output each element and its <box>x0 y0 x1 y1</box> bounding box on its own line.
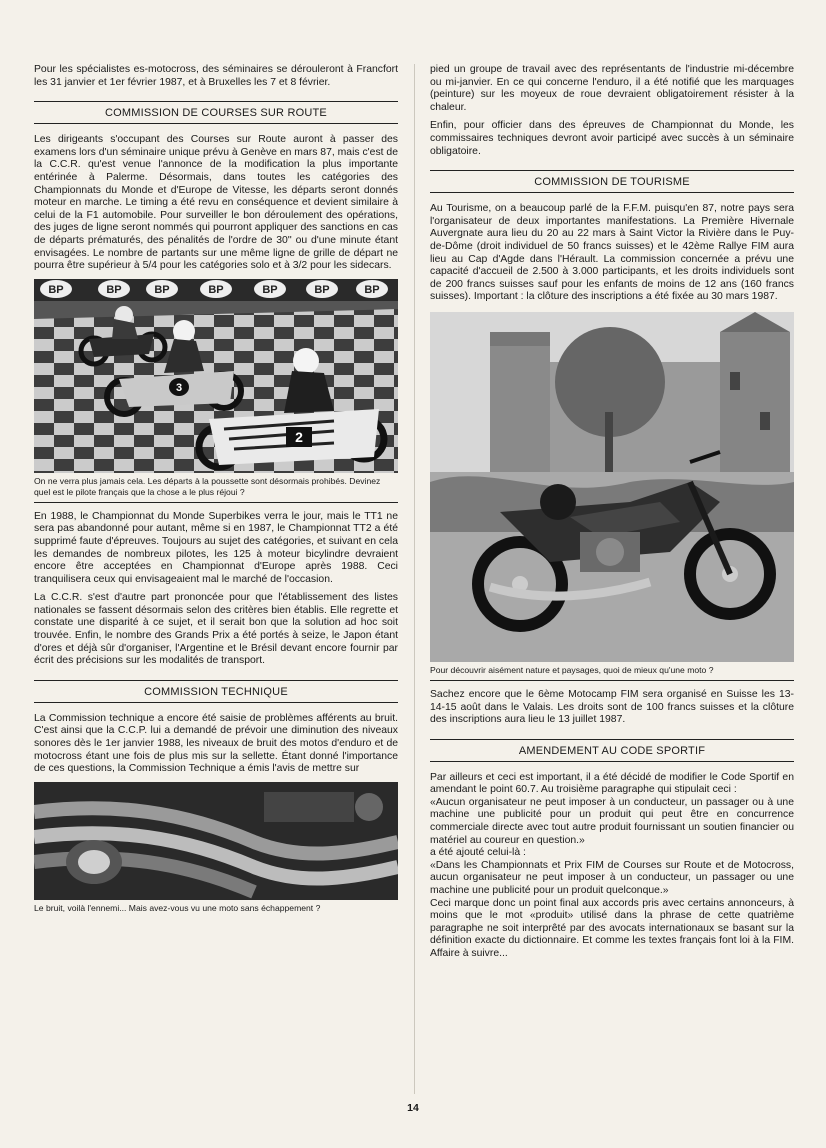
right-intro-paragraph-2: Enfin, pour officier dans des épreuves de Championnat du Monde, les commissaires techniques devront avoir participé avec succès à un séminaire obligatoire. <box>430 120 794 157</box>
photo-caption-motorbike: Pour découvrir aisément nature et paysages, quoi de mieux qu'une moto ? <box>430 662 794 681</box>
bp-logo-1: BP <box>48 283 64 296</box>
bp-logo-3: BP <box>154 283 170 296</box>
bp-logo-4: BP <box>208 283 224 296</box>
bp-logo-5: BP <box>262 283 278 296</box>
right-intro-paragraph: pied un groupe de travail avec des représentants de l'industrie mi-décembre ou mi-janvier. En ce qui concerne l'enduro, il a été notifié que les marquages (peinture) sur les moyeux de roue devraient obligatoirement résister à la chaleur. <box>430 64 794 113</box>
left-column <box>34 64 398 926</box>
photo-exhaust <box>34 782 398 900</box>
courses-paragraph-3: La C.C.R. s'est d'autre part prononcée pour que l'établissement des listes nationales se fassent désormais selon des critères bien établis. Elle regrette et constate une disparité à ce sujet, et il serait bon que la solution ad hoc soit trouvée. Enfin, le nombre des Grands Prix a été portés à seize, le Japon étant d'ores et déjà sûr d'organiser, l'Argentine et le Brésil devant encore fournir par écrit des précisions sur les modalités de transport. <box>34 592 398 667</box>
right-column <box>430 64 794 961</box>
technique-paragraph-1: La Commission technique a encore été saisie de problèmes afférents au bruit. C'est ainsi que la C.C.P. lui a demandé de prévoir une diminution des niveaux sonores dès le 1er janvier 1988, les niveaux de bruit des motos d'enduro et de motocross étant une fois de plus mis sur la sellette. Étant donné l'importance de ces questions, la Commission Technique a émis l'avis de mettre sur <box>34 712 398 775</box>
section-heading-technique: COMMISSION TECHNIQUE <box>34 680 398 703</box>
section-heading-amendement: AMENDEMENT AU CODE SPORTIF <box>430 739 794 762</box>
left-intro-paragraph: Pour les spécialistes es-motocross, des séminaires se dérouleront à Francfort les 31 janvier et 1er février 1987, et à Bruxelles les 7 et 8 février. <box>34 64 398 88</box>
amendement-quote-1: «Aucun organisateur ne peut imposer à un conducteur, un passager ou à une machine une publicité pour un produit qui peut être en concurrence commerciale directe avec tout autre produit fournissant un soutien financier ou matériel au coureur en question.» <box>430 796 794 846</box>
bp-logo-7: BP <box>364 283 380 296</box>
courses-paragraph-2: En 1988, le Championnat du Monde Superbikes verra le jour, mais le TT1 ne sera pas abandonné pour autant, même si en 1987, le Championnat TT2 a été supprimé faute d'épreuves. Toujours au sujet des catégories, et suivant en cela les demandes de nombreux pilotes, les 125 à moteur bicylindre devraient encore être acceptées en Championnat d'Europe après 1988. Ceci tranquilisera ceux qui envisageaient mal le marché de l'occasion. <box>34 510 398 585</box>
photo-caption-exhaust: Le bruit, voilà l'ennemi... Mais avez-vous vu une moto sans échappement ? <box>34 902 321 913</box>
page-number: 14 <box>407 1102 419 1114</box>
amendement-quote-2: «Dans les Championnats et Prix FIM de Courses sur Route et de Motocross, aucun organisateur ne peut imposer à un conducteur, un passager ou une machine une publicité pour un produit quelconque.» <box>430 859 794 897</box>
bike-number-3: 3 <box>175 381 183 394</box>
photo-race-start <box>34 279 398 473</box>
amendement-paragraph-1: Par ailleurs et ceci est important, il a été décidé de modifier le Code Sportif en amendant le point 60.7. Au troisième paragraphe qui stipulait ceci : <box>430 771 794 796</box>
photo-motorbike-castle <box>430 312 794 662</box>
photo-caption-race-start: On ne verra plus jamais cela. Les départs à la poussette sont désormais prohibés. Devinez quel est le pilote français que la chose a le plus réjoui ? <box>34 473 398 503</box>
exhaust-illustration <box>34 782 398 900</box>
tourisme-paragraph-1: Au Tourisme, on a beaucoup parlé de la F.F.M. puisqu'en 87, notre pays sera l'organisateur de deux importantes manifestations. La Première Hivernale Auvergnate aura lieu du 20 au 22 mars à Saint Victor la Rivière dans le Puy-de-Dôme (droit individuel de 50 francs suisses) et le 42ème Rallye FIM aura lieu au Cap d'Agde dans l'Hérault. La commission concernée a prévu une capacité d'accueil de 2.500 à 3.000 participants, et les droits individuels sont de 200 francs suisses sauf pour les enfants de moins de 12 ans (160 francs suisses). Important : la clôture des inscriptions a été fixée au 30 mars 1987. <box>430 203 794 303</box>
bp-logo-6: BP <box>314 283 330 296</box>
courses-paragraph-1: Les dirigeants s'occupant des Courses sur Route auront à passer des examens lors d'un séminaire unique prévu à Genève en mars 87, mais c'est de la C.C.R. qu'est venue l'annonce de la modification la plus importante entérinée à Palerme. Désormais, dans toutes les catégories des Championnats du Monde et d'Europe de Vitesse, les départs seront donnés moteur en marche. Le timing a été revu en conséquence et devient similaire à celui de la F1 automobile. Pour surveiller le bon déroulement des opérations, des juges de ligne seront nommés qui pourront appliquer des sanctions en cas de départs prématurés, des pénalités de l'ordre de 30'' ou d'une minute étant envisagées. Le nombre de partants sur une même ligne de grille de départ ne pourra être supérieur à 5/4 pour les catégories solo et à 3/2 pour les sidecars. <box>34 134 398 272</box>
tourisme-paragraph-2: Sachez encore que le 6ème Motocamp FIM sera organisé en Suisse les 13-14-15 août dans le Valais. Les droits sont de 100 francs suisses et la clôture des inscriptions aura lieu le 13 juillet 1987. <box>430 688 794 726</box>
amendement-paragraph-2: a été ajouté celui-là : <box>430 847 526 859</box>
bp-logo-2: BP <box>106 283 122 296</box>
section-heading-tourisme: COMMISSION DE TOURISME <box>430 170 794 193</box>
amendement-paragraph-3: Ceci marque donc un point final aux accords pris avec certains annonceurs, à moins que le mot «produit» utilisé dans la phrase de cette quatrième paragraphe ne soit interprêté par des avocats internationaux se basant sur la définition exacte du dictionnaire. Et comme les textes français font loi à la FIM. Affaire à suivre... <box>430 897 794 959</box>
bike-number-2: 2 <box>295 428 303 445</box>
motorbike-castle-illustration <box>430 312 794 662</box>
race-start-illustration <box>34 279 398 473</box>
section-heading-courses-sur-route: COMMISSION DE COURSES SUR ROUTE <box>34 101 398 124</box>
column-divider <box>414 64 415 1094</box>
